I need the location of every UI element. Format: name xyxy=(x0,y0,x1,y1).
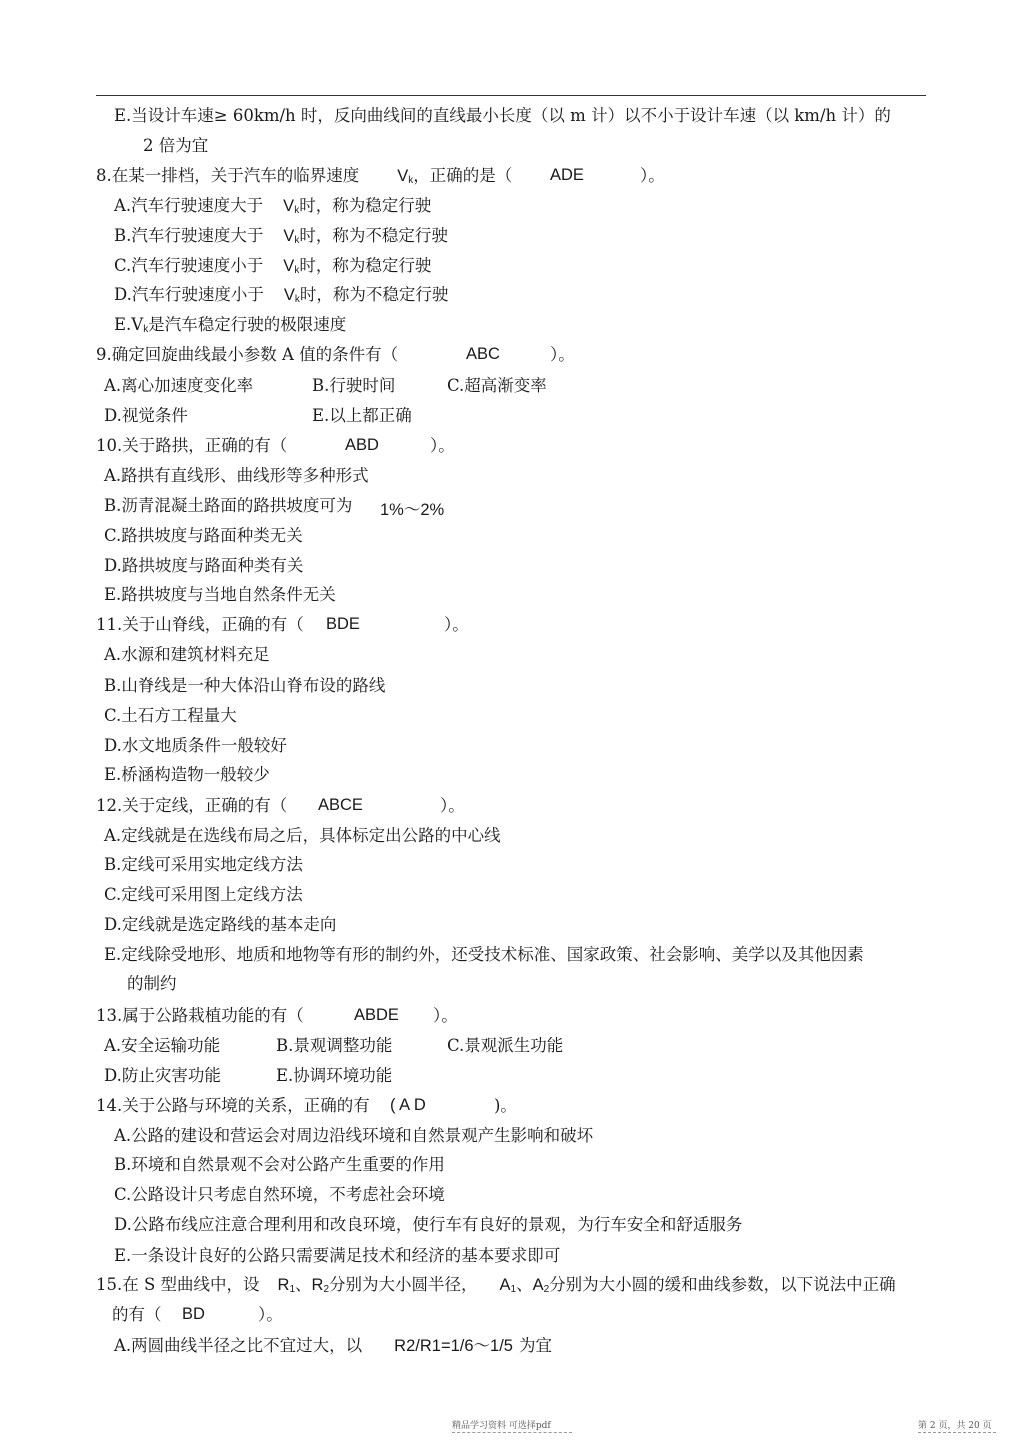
q12-option: C.定线可采用图上定线方法 xyxy=(104,885,303,904)
q9-answer: ABC xyxy=(466,345,500,363)
q11-option: B.山脊线是一种大体沿山脊布设的路线 xyxy=(104,676,386,695)
q12-option: B.定线可采用实地定线方法 xyxy=(104,855,303,874)
q12-stem-end: ）。 xyxy=(440,796,465,815)
q15-a2: A xyxy=(532,1276,544,1294)
q12-answer: ABCE xyxy=(318,796,363,814)
q15-stem-text3: 分别为大小圆的缓和曲线参数，以下说法中正确 xyxy=(549,1275,896,1294)
q7-option-e-line2: 2 倍为宜 xyxy=(143,136,209,155)
q8-option xyxy=(114,285,448,310)
q8-option-text2: 是汽车稳定行驶的极限速度 xyxy=(148,315,347,334)
q13-stem-end: ）。 xyxy=(433,1006,458,1025)
q8-stem-k: k xyxy=(408,175,414,186)
q14-option: C.公路设计只考虑自然环境，不考虑社会环境 xyxy=(114,1185,445,1204)
q15-sep2: 、 xyxy=(516,1275,533,1294)
q8-option-k: k xyxy=(294,205,300,216)
q15-a1: A xyxy=(499,1276,511,1294)
q8-option-text2: 时，称为不稳定行驶 xyxy=(299,285,449,304)
q8-option xyxy=(114,256,431,281)
q14-stem: 14.关于公路与环境的关系，正确的有 xyxy=(96,1096,370,1115)
q8-option-text: A.汽车行驶速度大于 xyxy=(114,196,264,215)
q8-option xyxy=(114,196,431,221)
footer-note: 精品学习资料 可选择pdf xyxy=(452,1421,551,1431)
q14-stem-end: )。 xyxy=(494,1096,517,1115)
q15-stem xyxy=(96,1275,896,1300)
q15-sep: 、 xyxy=(295,1275,312,1294)
q11-stem: 11.关于山脊线，正确的有（ xyxy=(96,615,304,634)
q8-stem-text2: ，正确的是（ xyxy=(413,166,513,185)
q10-option: A.路拱有直线形、曲线形等多种形式 xyxy=(104,466,369,485)
q10-option: D.路拱坡度与路面种类有关 xyxy=(104,556,304,575)
q12-option-e-cont: 的制约 xyxy=(127,974,177,993)
q13-option: D.防止灾害功能 xyxy=(104,1066,221,1085)
q7-option-e-line1: E.当设计车速≥ 60km/h 时，反向曲线间的直线最小长度（以 m 计）以不小于设计车速（以 km/h 计）的 xyxy=(114,106,891,125)
footer-dash-right xyxy=(918,1432,996,1433)
q10-answer: ABD xyxy=(345,436,379,454)
q15-stem-end: ）。 xyxy=(258,1305,283,1324)
q13-option: C.景观派生功能 xyxy=(447,1036,564,1055)
q15-stem-text2: 分别为大小圆半径， xyxy=(329,1275,478,1294)
q14-option: D.公路布线应注意合理利用和改良环境，使行车有良好的景观，为行车安全和舒适服务 xyxy=(114,1215,743,1234)
q13-option: B.景观调整功能 xyxy=(276,1036,393,1055)
q12-option: D.定线就是选定路线的基本走向 xyxy=(104,915,337,934)
q8-stem-text: 8.在某一排档，关于汽车的临界速度 xyxy=(96,166,360,185)
q8-option-v: V xyxy=(283,257,295,275)
q15-answer: BD xyxy=(182,1305,205,1323)
q15-r2-sub: 2 xyxy=(323,1284,330,1295)
q8-option-text2: 时，称为稳定行驶 xyxy=(299,256,432,275)
q9-option: A.离心加速度变化率 xyxy=(104,376,254,395)
q8-option-text: C.汽车行驶速度小于 xyxy=(114,256,264,275)
q8-option xyxy=(114,226,448,251)
q9-stem: 9.确定回旋曲线最小参数 A 值的条件有（ xyxy=(96,345,399,364)
q8-stem-end: ）。 xyxy=(640,166,665,185)
q8-option-v: V xyxy=(283,286,295,304)
q15-a1-sub: 1 xyxy=(510,1284,517,1295)
q8-option-text: B.汽车行驶速度大于 xyxy=(114,226,264,245)
q11-answer: BDE xyxy=(326,615,360,633)
q13-answer: ABDE xyxy=(354,1006,399,1024)
q15-option-a xyxy=(114,1336,552,1356)
q15-stem-line2: 的有（ xyxy=(112,1305,162,1324)
q9-option: C.超高渐变率 xyxy=(447,376,547,395)
q10-stem-end: ）。 xyxy=(430,436,455,455)
q13-option: A.安全运输功能 xyxy=(104,1036,221,1055)
q8-option-v: V xyxy=(283,197,295,215)
header-rule xyxy=(96,95,926,96)
q15-option-a-formula: R2/R1=1/6～1/5 xyxy=(394,1337,513,1355)
q15-r1-sub: 1 xyxy=(289,1284,296,1295)
q10-stem: 10.关于路拱，正确的有（ xyxy=(96,436,288,455)
q8-option-text2: 时，称为不稳定行驶 xyxy=(299,226,448,245)
q11-option: C.土石方工程量大 xyxy=(104,706,237,725)
q14-answer: ( A D xyxy=(390,1096,426,1114)
q8-option xyxy=(114,315,346,340)
q8-answer: ADE xyxy=(550,166,584,184)
q15-a2-sub: 2 xyxy=(543,1284,550,1295)
q15-option-a-text: A.两圆曲线半径之比不宜过大，以 xyxy=(114,1336,363,1355)
q8-option-k: k xyxy=(294,265,300,276)
q8-option-k: k xyxy=(294,235,300,246)
q11-stem-end: ）。 xyxy=(444,615,469,634)
q11-option: D.水文地质条件一般较好 xyxy=(104,736,287,755)
q14-option: B.环境和自然景观不会对公路产生重要的作用 xyxy=(114,1155,445,1174)
q8-option-text: D.汽车行驶速度小于 xyxy=(114,285,264,304)
q8-option-k: k xyxy=(143,324,149,335)
q10-option: E.路拱坡度与当地自然条件无关 xyxy=(104,585,336,604)
page-number: 第 2 页，共 20 页 xyxy=(918,1421,992,1431)
q15-r2: R xyxy=(311,1276,324,1294)
q11-option: A.水源和建筑材料充足 xyxy=(104,645,270,664)
q8-stem-v: V xyxy=(397,167,409,185)
q15-option-a-text2: 为宜 xyxy=(518,1336,552,1355)
q13-stem: 13.属于公路栽植功能的有（ xyxy=(96,1006,304,1025)
q14-option: A.公路的建设和营运会对周边沿线环境和自然景观产生影响和破坏 xyxy=(114,1126,594,1145)
q8-option-text: E.V xyxy=(114,315,144,334)
footer-dash-center xyxy=(452,1432,572,1433)
q10-option-b-value: 1%～2% xyxy=(380,501,445,519)
q9-option: D.视觉条件 xyxy=(104,406,188,425)
q13-option: E.协调环境功能 xyxy=(276,1066,393,1085)
q8-option-v: V xyxy=(283,227,295,245)
q9-stem-end: ）。 xyxy=(550,345,575,364)
q12-option: E.定线除受地形、地质和地物等有形的制约外，还受技术标准、国家政策、社会影响、美学以及其他因素 xyxy=(104,945,864,964)
q8-stem xyxy=(96,166,512,191)
q8-option-k: k xyxy=(294,294,300,305)
q9-option: B.行驶时间 xyxy=(312,376,396,395)
q15-stem-text: 15.在 S 型曲线中，设 xyxy=(96,1275,260,1294)
q12-option: A.定线就是在选线布局之后，具体标定出公路的中心线 xyxy=(104,826,501,845)
q15-r1: R xyxy=(277,1276,290,1294)
q14-option: E.一条设计良好的公路只需要满足技术和经济的基本要求即可 xyxy=(114,1246,561,1265)
q10-option: B.沥青混凝土路面的路拱坡度可为 xyxy=(104,496,353,515)
q9-option: E.以上都正确 xyxy=(312,406,412,425)
q10-option: C.路拱坡度与路面种类无关 xyxy=(104,526,303,545)
q12-stem: 12.关于定线，正确的有（ xyxy=(96,796,288,815)
q8-option-text2: 时，称为稳定行驶 xyxy=(299,196,432,215)
q11-option: E.桥涵构造物一般较少 xyxy=(104,765,270,784)
